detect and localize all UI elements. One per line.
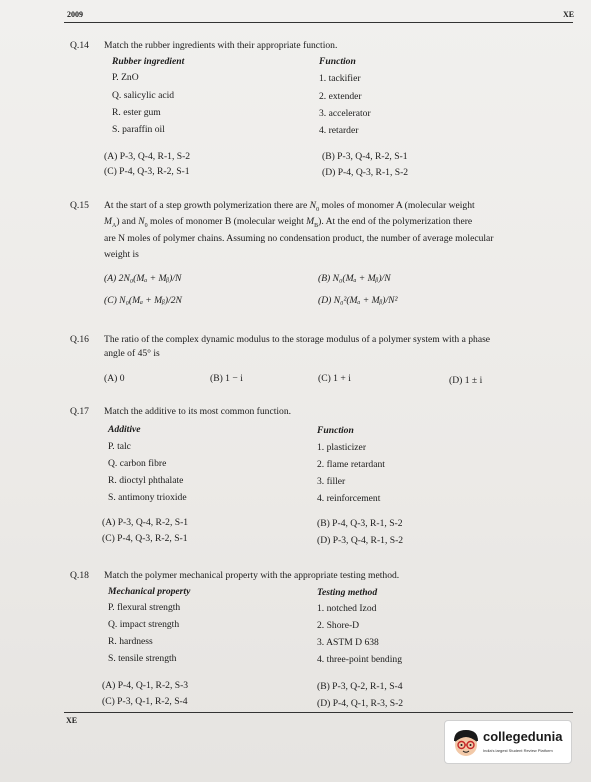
q17-option-d: (D) P-3, Q-4, R-1, S-2 — [317, 535, 404, 546]
q14-option-b: (B) P-3, Q-4, R-2, S-1 — [322, 151, 408, 162]
q15-number: Q.15 — [70, 200, 89, 211]
header-code: XE — [563, 10, 575, 19]
mascot-icon — [451, 727, 481, 759]
q14-col1-s: S. paraffin oil — [112, 124, 165, 135]
q17-col2-3: 3. filler — [317, 476, 346, 487]
q18-col2-1: 1. notched Izod — [317, 603, 377, 614]
q18-col2-4: 4. three-point bending — [317, 654, 402, 665]
q18-col1-head: Mechanical property — [108, 586, 191, 597]
q14-col1-p: P. ZnO — [112, 72, 139, 83]
q18-option-a: (A) P-4, Q-1, R-2, S-3 — [102, 680, 189, 691]
q17-col1-r: R. dioctyl phthalate — [108, 475, 184, 486]
q18-col1-p: P. flexural strength — [108, 602, 181, 613]
q18-col1-r: R. hardness — [108, 636, 153, 647]
q14-col1-r: R. ester gum — [112, 107, 161, 118]
q17-col1-q: Q. carbon fibre — [108, 458, 167, 469]
q14-option-a: (A) P-3, Q-4, R-1, S-2 — [104, 151, 191, 162]
q15-option-d: (D) N₀²(Mₐ + Mᵦ)/N² — [318, 295, 398, 306]
q15-line2-b: moles of monomer B (molecular weight — [150, 216, 304, 227]
footer-rule — [64, 712, 573, 713]
q15-line3: are N moles of polymer chains. Assuming no condensation product, the number of average molecular — [104, 233, 494, 244]
q15-line2: $M_A$) and $N_0$ moles of monomer B (molecular weight $M_B$). At the end of the polymerization there — [104, 216, 473, 229]
q16-option-b: (B) 1 − i — [210, 373, 243, 384]
q17-option-b: (B) P-4, Q-3, R-1, S-2 — [317, 518, 403, 529]
header-rule — [64, 22, 573, 23]
q14-col2-head: Function — [319, 56, 356, 67]
q15-line1-a: At the start of a step growth polymerization there are — [104, 200, 308, 211]
footer-code: XE — [66, 716, 78, 725]
q15-line1: At the start of a step growth polymerization there are $N_0$ moles of monomer A (molecular weight — [104, 200, 475, 213]
q14-option-d: (D) P-4, Q-3, R-1, S-2 — [322, 167, 409, 178]
q18-text: Match the polymer mechanical property with the appropriate testing method. — [104, 570, 400, 581]
q17-col2-head: Function — [317, 425, 354, 436]
q15-line2-c: ). At the end of the polymerization there — [318, 216, 473, 227]
q18-col1-q: Q. impact strength — [108, 619, 180, 630]
collegedunia-logo — [444, 720, 572, 764]
q16-option-a: (A) 0 — [104, 373, 125, 384]
q17-text: Match the additive to its most common function. — [104, 406, 292, 417]
q14-number: Q.14 — [70, 40, 89, 51]
q17-col2-1: 1. plasticizer — [317, 442, 367, 453]
q15-line1-b: moles of monomer A (molecular weight — [321, 200, 475, 211]
q18-option-b: (B) P-3, Q-2, R-1, S-4 — [317, 681, 403, 692]
q18-col1-s: S. tensile strength — [108, 653, 177, 664]
q14-col1-head: Rubber ingredient — [112, 56, 185, 67]
q18-col2-3: 3. ASTM D 638 — [317, 637, 379, 648]
logo-name: collegedunia — [483, 729, 563, 744]
q16-line1: The ratio of the complex dynamic modulus to the storage modulus of a polymer system with a phase — [104, 334, 491, 345]
q17-col2-2: 2. flame retardant — [317, 459, 385, 470]
q15-line2-a: ) and — [116, 216, 136, 227]
q15-option-b: (B) N₀(Mₐ + Mᵦ)/N — [318, 273, 391, 284]
q18-option-c: (C) P-3, Q-1, R-2, S-4 — [102, 696, 188, 707]
q14-col2-3: 3. accelerator — [319, 108, 371, 119]
q17-option-a: (A) P-3, Q-4, R-2, S-1 — [102, 517, 189, 528]
q17-col1-head: Additive — [108, 424, 141, 435]
q18-number: Q.18 — [70, 570, 89, 581]
q15-option-a: (A) 2N₀(Mₐ + Mᵦ)/N — [104, 273, 182, 284]
q16-number: Q.16 — [70, 334, 89, 345]
q15-line4: weight is — [104, 249, 139, 260]
q14-col1-q: Q. salicylic acid — [112, 90, 175, 101]
q14-text: Match the rubber ingredients with their appropriate function. — [104, 40, 338, 51]
q16-option-c: (C) 1 + i — [318, 373, 351, 384]
q14-col2-2: 2. extender — [319, 91, 362, 102]
q18-col2-2: 2. Shore-D — [317, 620, 360, 631]
q17-col2-4: 4. reinforcement — [317, 493, 381, 504]
q17-col1-p: P. talc — [108, 441, 131, 452]
q14-option-c: (C) P-4, Q-3, R-2, S-1 — [104, 166, 190, 177]
q14-col2-1: 1. tackifier — [319, 73, 361, 84]
q18-col2-head: Testing method — [317, 587, 378, 598]
q16-line2: angle of 45° is — [104, 348, 160, 359]
q17-col1-s: S. antimony trioxide — [108, 492, 187, 503]
q17-number: Q.17 — [70, 406, 89, 417]
q14-col2-4: 4. retarder — [319, 125, 359, 136]
q17-option-c: (C) P-4, Q-3, R-2, S-1 — [102, 533, 188, 544]
q15-option-c: (C) N₀(Mₐ + Mᵦ)/2N — [104, 295, 182, 306]
logo-tagline: India's largest Student Review Platform — [483, 748, 553, 753]
header-year: 2009 — [67, 10, 83, 19]
q16-option-d: (D) 1 ± i — [449, 375, 483, 386]
q18-option-d: (D) P-4, Q-1, R-3, S-2 — [317, 698, 404, 709]
